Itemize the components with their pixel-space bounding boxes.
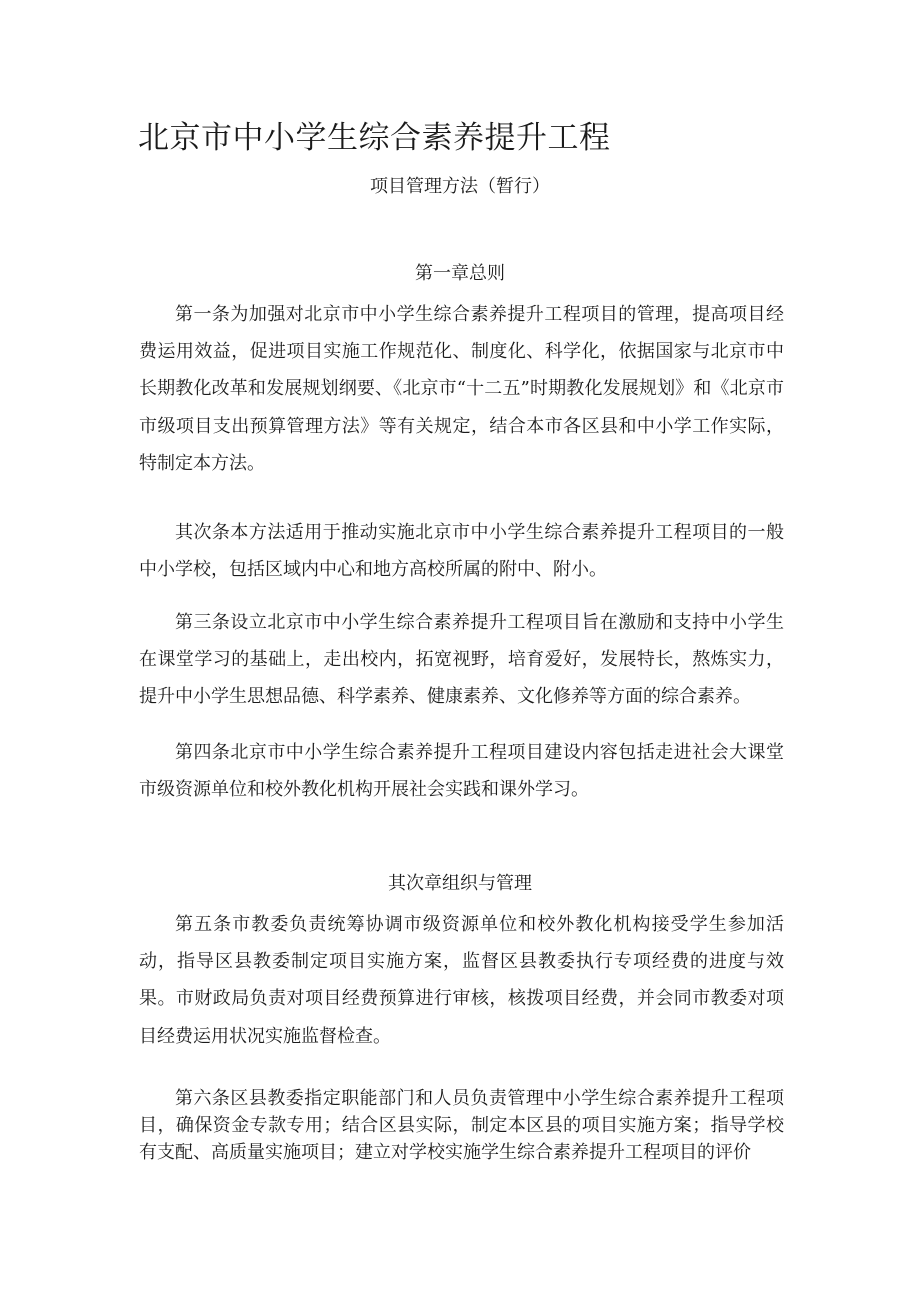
article-paragraph: 第六条区县教委指定职能部门和人员负责管理中小学生综合素养提升工程项目，确保资金专款专用；结合区县实际，制定本区县的项目实施方案；指导学校有支配、高质量实施项目；建立对学校实施学生综合素养提升工程项目的评价: [139, 1088, 784, 1163]
document-subtitle: 项目管理方法（暂行）: [370, 176, 550, 197]
chapter-heading: 其次章组织与管理: [388, 873, 532, 894]
article-paragraph: 第四条北京市中小学生综合素养提升工程项目建设内容包括走进社会大课堂市级资源单位和校外教化机构开展社会实践和课外学习。: [139, 742, 784, 801]
article-paragraph: 第一条为加强对北京市中小学生综合素养提升工程项目的管理，提高项目经费运用效益，促进项目实施工作规范化、制度化、科学化，依据国家与北京市中长期教化改革和发展规划纲要、《北京市“十二五”时期教化发展规划》和《北京市市级项目支出预算管理方法》等有关规定，结合本市各区县和中小学工作实际，特制定本方法。: [139, 304, 784, 474]
article-paragraph: 其次条本方法适用于推动实施北京市中小学生综合素养提升工程项目的一般中小学校，包括区域内中心和地方高校所属的附中、附小。: [139, 522, 784, 581]
document-title: 北京市中小学生综合素养提升工程: [138, 120, 611, 156]
article-paragraph: 第三条设立北京市中小学生综合素养提升工程项目旨在激励和支持中小学生在课堂学习的基础上，走出校内，拓宽视野，培育爱好，发展特长，熬炼实力，提升中小学生思想品德、科学素养、健康素养、文化修养等方面的综合素养。: [139, 612, 784, 708]
article-paragraph: 第五条市教委负责统筹协调市级资源单位和校外教化机构接受学生参加活动，指导区县教委制定项目实施方案，监督区县教委执行专项经费的进度与效果。市财政局负责对项目经费预算进行审核，核拨项目经费，并会同市教委对项目经费运用状况实施监督检查。: [139, 914, 784, 1047]
chapter-heading: 第一章总则: [415, 263, 505, 284]
